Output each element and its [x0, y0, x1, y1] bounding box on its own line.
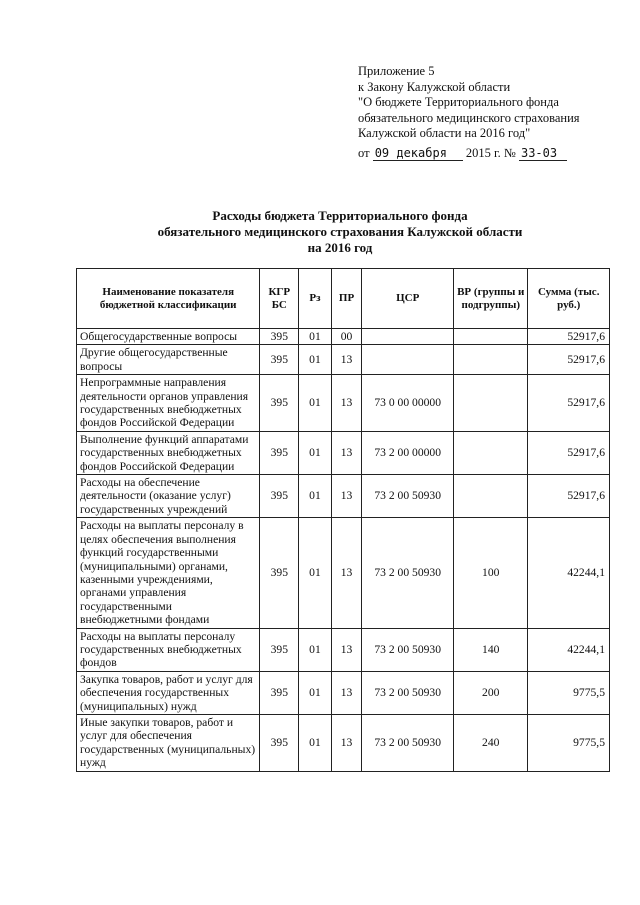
table-row — [77, 345, 610, 375]
cell-rz: 01 — [299, 671, 332, 714]
cell-name: Общегосударственные вопросы — [77, 329, 260, 345]
cell-name: Иные закупки товаров, работ и услуг для обеспечения государственных (муниципальных) нужд — [77, 714, 260, 771]
cell-name: Закупка товаров, работ и услуг для обеспечения государственных (муниципальных) нужд — [77, 671, 260, 714]
decree-number: 33-03 — [519, 146, 567, 161]
table-row — [77, 518, 610, 628]
table-row — [77, 714, 610, 771]
appendix-law-title-1: "О бюджете Территориального фонда — [358, 95, 559, 109]
appendix-law-title-2: обязательного медицинского страхования — [358, 110, 580, 125]
cell-rz: 01 — [299, 714, 332, 771]
cell-kgrbs: 395 — [260, 628, 299, 671]
cell-sum: 42244,1 — [528, 518, 610, 628]
cell-kgrbs: 395 — [260, 671, 299, 714]
cell-vr — [454, 431, 528, 474]
table-header-row — [77, 269, 610, 329]
document-title — [90, 208, 590, 256]
cell-vr — [454, 329, 528, 345]
table-row — [77, 475, 610, 518]
cell-rz: 01 — [299, 375, 332, 432]
cell-rz: 01 — [299, 431, 332, 474]
table-row — [77, 375, 610, 432]
cell-sum: 52917,6 — [528, 375, 610, 432]
cell-sum: 9775,5 — [528, 671, 610, 714]
cell-name: Выполнение функций аппаратами государственных внебюджетных фондов Российской Федерации — [77, 431, 260, 474]
cell-pr: 13 — [331, 475, 362, 518]
cell-name: Расходы на выплаты персоналу государственных внебюджетных фондов — [77, 628, 260, 671]
cell-vr: 200 — [454, 671, 528, 714]
cell-csr: 73 0 00 00000 — [362, 375, 454, 432]
cell-pr: 13 — [331, 714, 362, 771]
cell-kgrbs: 395 — [260, 518, 299, 628]
decree-prefix: от — [358, 146, 370, 160]
cell-sum: 52917,6 — [528, 329, 610, 345]
cell-vr: 240 — [454, 714, 528, 771]
cell-csr — [362, 329, 454, 345]
appendix-law-title-3: Калужской области на 2016 год" — [358, 126, 531, 140]
cell-rz: 01 — [299, 329, 332, 345]
cell-kgrbs: 395 — [260, 375, 299, 432]
cell-vr — [454, 475, 528, 518]
cell-pr: 13 — [331, 628, 362, 671]
cell-pr: 13 — [331, 345, 362, 375]
cell-rz: 01 — [299, 475, 332, 518]
cell-sum: 52917,6 — [528, 475, 610, 518]
appendix-law-ref: к Закону Калужской области — [358, 79, 511, 94]
cell-csr — [362, 345, 454, 375]
header-sum: Сумма (тыс. руб.) — [528, 269, 610, 329]
header-rz: Рз — [299, 269, 332, 329]
cell-vr: 140 — [454, 628, 528, 671]
expenses-table — [76, 268, 610, 772]
cell-kgrbs: 395 — [260, 431, 299, 474]
cell-csr: 73 2 00 50930 — [362, 628, 454, 671]
cell-pr: 13 — [331, 518, 362, 628]
cell-rz: 01 — [299, 518, 332, 628]
cell-csr: 73 2 00 50930 — [362, 475, 454, 518]
cell-rz: 01 — [299, 628, 332, 671]
title-line-1: Расходы бюджета Территориального фонда — [212, 208, 468, 223]
decree-year: 2015 г. № — [465, 146, 516, 160]
cell-kgrbs: 395 — [260, 714, 299, 771]
table-row — [77, 431, 610, 474]
cell-sum: 42244,1 — [528, 628, 610, 671]
cell-vr: 100 — [454, 518, 528, 628]
cell-name: Непрограммные направления деятельности органов управления государственных внебюджетных фондов Российской Федерации — [77, 375, 260, 432]
header-name: Наименование показателя бюджетной классификации — [77, 269, 260, 329]
cell-vr — [454, 345, 528, 375]
table-row — [77, 671, 610, 714]
title-line-2: обязательного медицинского страхования Калужской области — [157, 224, 523, 239]
cell-sum: 52917,6 — [528, 345, 610, 375]
cell-csr: 73 2 00 00000 — [362, 431, 454, 474]
cell-vr — [454, 375, 528, 432]
cell-pr: 13 — [331, 671, 362, 714]
cell-rz: 01 — [299, 345, 332, 375]
cell-kgrbs: 395 — [260, 329, 299, 345]
cell-kgrbs: 395 — [260, 475, 299, 518]
title-line-3: на 2016 год — [307, 240, 373, 255]
header-vr: ВР (группы и подгруппы) — [454, 269, 528, 329]
decree-line — [358, 146, 567, 161]
appendix-number: Приложение 5 — [358, 64, 435, 78]
cell-sum: 52917,6 — [528, 431, 610, 474]
cell-pr: 13 — [331, 431, 362, 474]
cell-csr: 73 2 00 50930 — [362, 671, 454, 714]
cell-csr: 73 2 00 50930 — [362, 518, 454, 628]
cell-name: Другие общегосударственные вопросы — [77, 345, 260, 375]
cell-name: Расходы на выплаты персоналу в целях обеспечения выполнения функций государственными (муниципальными) органами, казенными учреждениями, органами управления государственными внебюджетными фондами — [77, 518, 260, 628]
cell-name: Расходы на обеспечение деятельности (оказание услуг) государственных учреждений — [77, 475, 260, 518]
header-csr: ЦСР — [362, 269, 454, 329]
cell-kgrbs: 395 — [260, 345, 299, 375]
table-row — [77, 329, 610, 345]
appendix-header — [358, 64, 628, 142]
cell-pr: 00 — [331, 329, 362, 345]
header-pr: ПР — [331, 269, 362, 329]
header-kgrbs: КГР БС — [260, 269, 299, 329]
cell-csr: 73 2 00 50930 — [362, 714, 454, 771]
cell-sum: 9775,5 — [528, 714, 610, 771]
cell-pr: 13 — [331, 375, 362, 432]
decree-date: 09 декабря — [373, 146, 463, 161]
table-row — [77, 628, 610, 671]
